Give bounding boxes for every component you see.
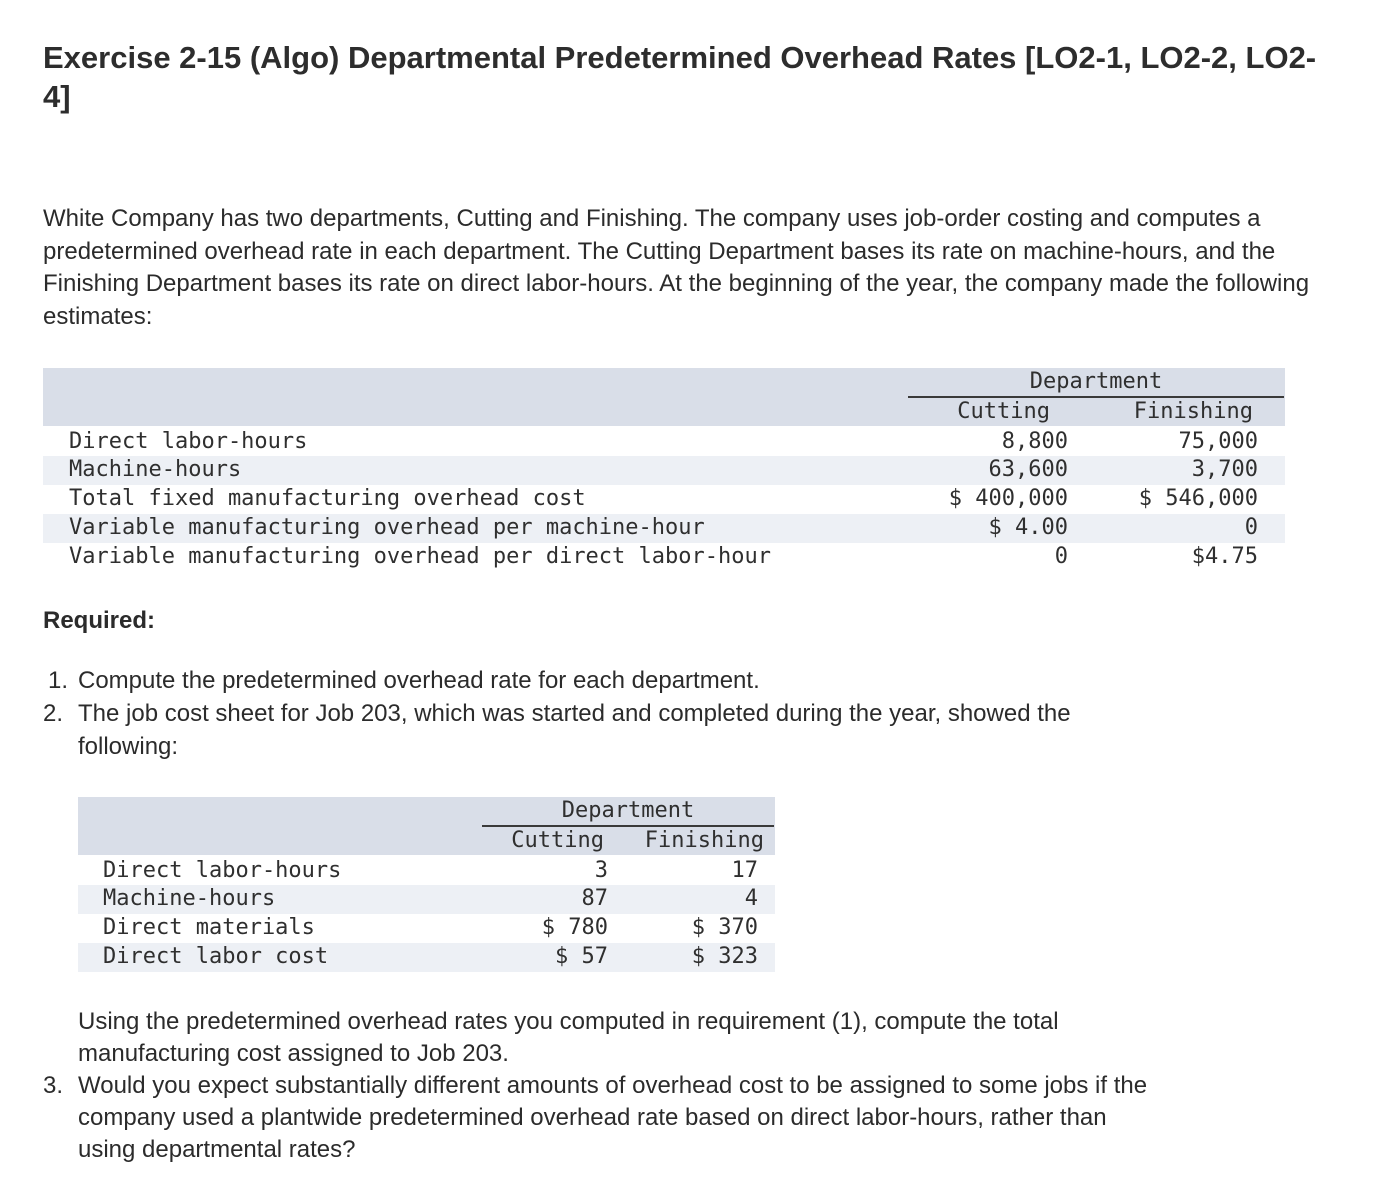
row-label: Variable manufacturing overhead per machine-hour: [69, 515, 705, 540]
row-label: Direct materials: [103, 915, 315, 940]
finishing-value: $ 370: [691, 915, 758, 940]
cutting-value: $ 780: [541, 915, 608, 940]
row-label: Direct labor-hours: [69, 429, 308, 454]
row-label: Machine-hours: [69, 457, 242, 482]
cutting-value: $ 400,000: [948, 486, 1068, 511]
question-2-text-line-2: following:: [78, 733, 179, 760]
cutting-value: 8,800: [1001, 429, 1068, 454]
finishing-value: 3,700: [1191, 457, 1258, 482]
question-3-text-line-3: using departmental rates?: [78, 1136, 356, 1163]
cutting-value: $ 57: [555, 944, 608, 969]
job-col-finishing: Finishing: [644, 828, 764, 853]
question-2-followup-line-2: manufacturing cost assigned to Job 203.: [78, 1040, 509, 1067]
question-3-number: 3.: [43, 1072, 64, 1099]
row-label: Direct labor-hours: [103, 858, 342, 883]
cutting-value: 63,600: [988, 457, 1068, 482]
row-label: Machine-hours: [103, 886, 276, 911]
finishing-value: 0: [1244, 515, 1258, 540]
required-heading: Required:: [43, 607, 156, 634]
finishing-value: 4: [744, 886, 758, 911]
row-label: Direct labor cost: [103, 944, 329, 969]
cutting-value: $ 4.00: [988, 515, 1068, 540]
intro-paragraph: White Company has two departments, Cutting and Finishing. The company uses job-order costing and computes a predetermined overhead rate in each department. The Cutting Department bases its rate on machine-hours, and the Finishing Department bases its rate on direct labor-hours. At the beginning of the year, the company made the following estimates:: [43, 205, 1310, 330]
cutting-value: 0: [1054, 544, 1068, 569]
estimates-col-finishing: Finishing: [1133, 399, 1253, 424]
question-2-followup-line-1: Using the predetermined overhead rates you computed in requirement (1), compute the total: [78, 1008, 1059, 1035]
finishing-value: $4.75: [1191, 544, 1258, 569]
question-3-text-line-2: company used a plantwide predetermined overhead rate based on direct labor-hours, rather than: [78, 1104, 1107, 1131]
finishing-value: 17: [731, 858, 758, 883]
job-col-cutting: Cutting: [511, 828, 604, 853]
row-label: Total fixed manufacturing overhead cost: [69, 486, 586, 511]
question-1-number: 1.: [48, 667, 69, 694]
finishing-value: 75,000: [1178, 429, 1258, 454]
finishing-value: $ 546,000: [1138, 486, 1258, 511]
estimates-col-cutting: Cutting: [957, 399, 1050, 424]
question-2-text-line-1: The job cost sheet for Job 203, which was started and completed during the year, showed the: [78, 700, 1071, 727]
question-2-number: 2.: [43, 700, 64, 727]
row-label: Variable manufacturing overhead per direct labor-hour: [69, 544, 771, 569]
estimates-header-rule: [908, 396, 1284, 398]
finishing-value: $ 323: [691, 944, 758, 969]
job-group-header: Department: [561, 798, 695, 823]
question-1-text: Compute the predetermined overhead rate for each department.: [78, 667, 760, 694]
question-3-text-line-1: Would you expect substantially different amounts of overhead cost to be assigned to some jobs if the: [78, 1072, 1148, 1099]
cutting-value: 3: [594, 858, 608, 883]
job-header-rule: [482, 825, 774, 827]
estimates-group-header: Department: [1029, 369, 1163, 394]
exercise-title: Exercise 2-15 (Algo) Departmental Predetermined Overhead Rates [LO2-1, LO2-2, LO2-4]: [43, 40, 1317, 114]
cutting-value: 87: [581, 886, 608, 911]
